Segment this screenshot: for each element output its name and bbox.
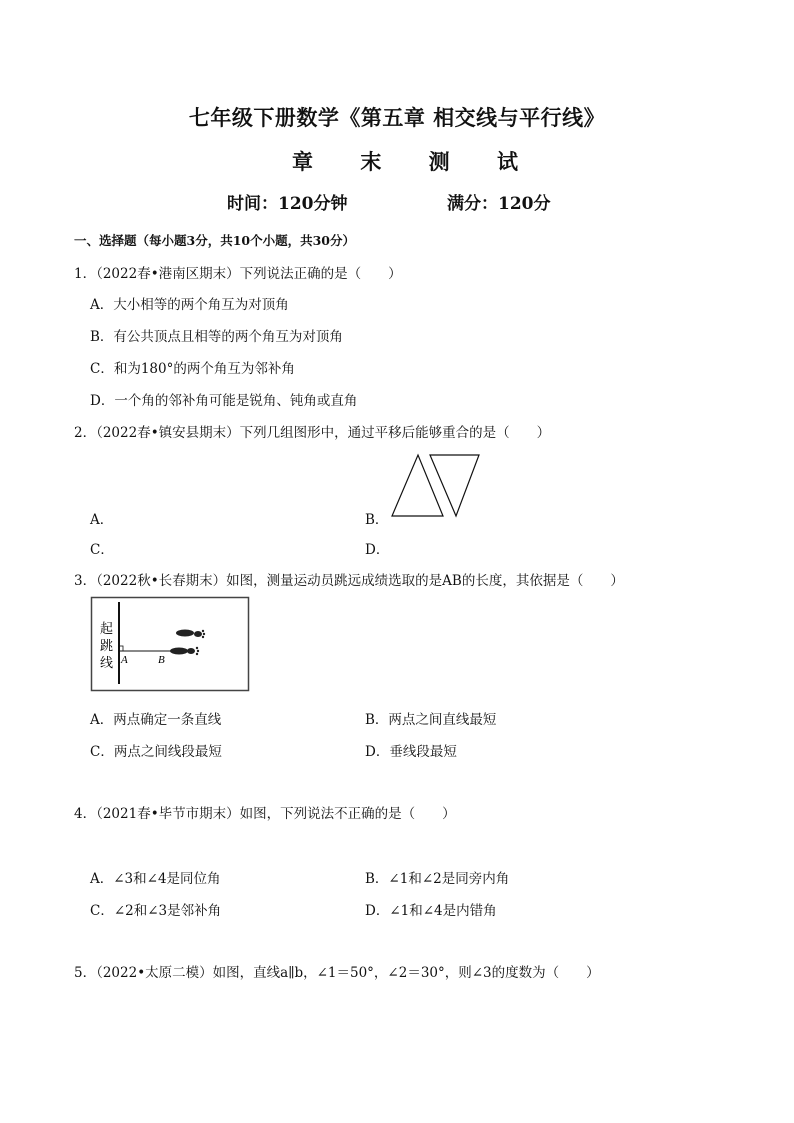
question-4-option-d: D．∠1和∠4是内错角 bbox=[365, 903, 497, 919]
long-jump-figure bbox=[90, 596, 250, 692]
question-4-stem: 4．（2021春•毕节市期末）如图，下列说法不正确的是（ ） bbox=[74, 806, 456, 822]
question-4-option-b: B．∠1和∠2是同旁内角 bbox=[365, 871, 510, 887]
inverted-triangle bbox=[430, 455, 479, 516]
question-3-option-b: B．两点之间直线最短 bbox=[365, 712, 497, 728]
point-b-label: B bbox=[158, 654, 165, 666]
question-2-option-b: B． bbox=[365, 512, 389, 528]
takeoff-line-label-2: 跳 bbox=[100, 638, 114, 653]
time-info: 时间：120分钟 bbox=[227, 194, 348, 214]
question-1-stem: 1．（2022春•港南区期末）下列说法正确的是（ ） bbox=[74, 266, 402, 282]
score-info: 满分：120分 bbox=[447, 194, 551, 214]
takeoff-line-label-1: 起 bbox=[100, 621, 114, 636]
page-subtitle: 章 末 测 试 bbox=[292, 149, 538, 174]
question-1-option-b: B．有公共顶点且相等的两个角互为对顶角 bbox=[90, 329, 343, 345]
question-2-option-a: A． bbox=[90, 512, 114, 528]
figure-frame bbox=[92, 598, 249, 691]
page-title: 七年级下册数学《第五章 相交线与平行线》 bbox=[188, 105, 606, 130]
question-5-stem: 5．（2022•太原二模）如图，直线a∥b，∠1＝50°，∠2＝30°，则∠3的度数为（ ） bbox=[74, 965, 600, 981]
question-1-option-d: D．一个角的邻补角可能是锐角、钝角或直角 bbox=[90, 393, 358, 409]
question-3-option-a: A．两点确定一条直线 bbox=[90, 712, 222, 728]
question-4-option-a: A．∠3和∠4是同位角 bbox=[90, 871, 221, 887]
takeoff-line-label-3: 线 bbox=[100, 655, 114, 670]
upright-triangle bbox=[392, 455, 443, 516]
question-2-option-c: C． bbox=[90, 542, 114, 558]
question-2-option-d: D． bbox=[365, 542, 390, 558]
point-a-label: A bbox=[121, 654, 128, 666]
question-1-option-a: A．大小相等的两个角互为对顶角 bbox=[90, 297, 289, 313]
question-3-option-d: D．垂线段最短 bbox=[365, 744, 457, 760]
question-4-option-c: C．∠2和∠3是邻补角 bbox=[90, 903, 222, 919]
question-1-option-c: C．和为180°的两个角互为邻补角 bbox=[90, 361, 295, 377]
question-2-stem: 2．（2022春•镇安县期末）下列几组图形中，通过平移后能够重合的是（ ） bbox=[74, 425, 551, 441]
footprints-icon bbox=[170, 630, 205, 656]
question-3-option-c: C．两点之间线段最短 bbox=[90, 744, 222, 760]
question-3-stem: 3．（2022秋•长春期末）如图，测量运动员跳远成绩选取的是AB的长度，其依据是（ ） bbox=[74, 573, 624, 589]
section-heading: 一、选择题（每小题3分，共10个小题，共30分） bbox=[74, 233, 355, 248]
question-2-triangles-figure bbox=[388, 450, 484, 522]
